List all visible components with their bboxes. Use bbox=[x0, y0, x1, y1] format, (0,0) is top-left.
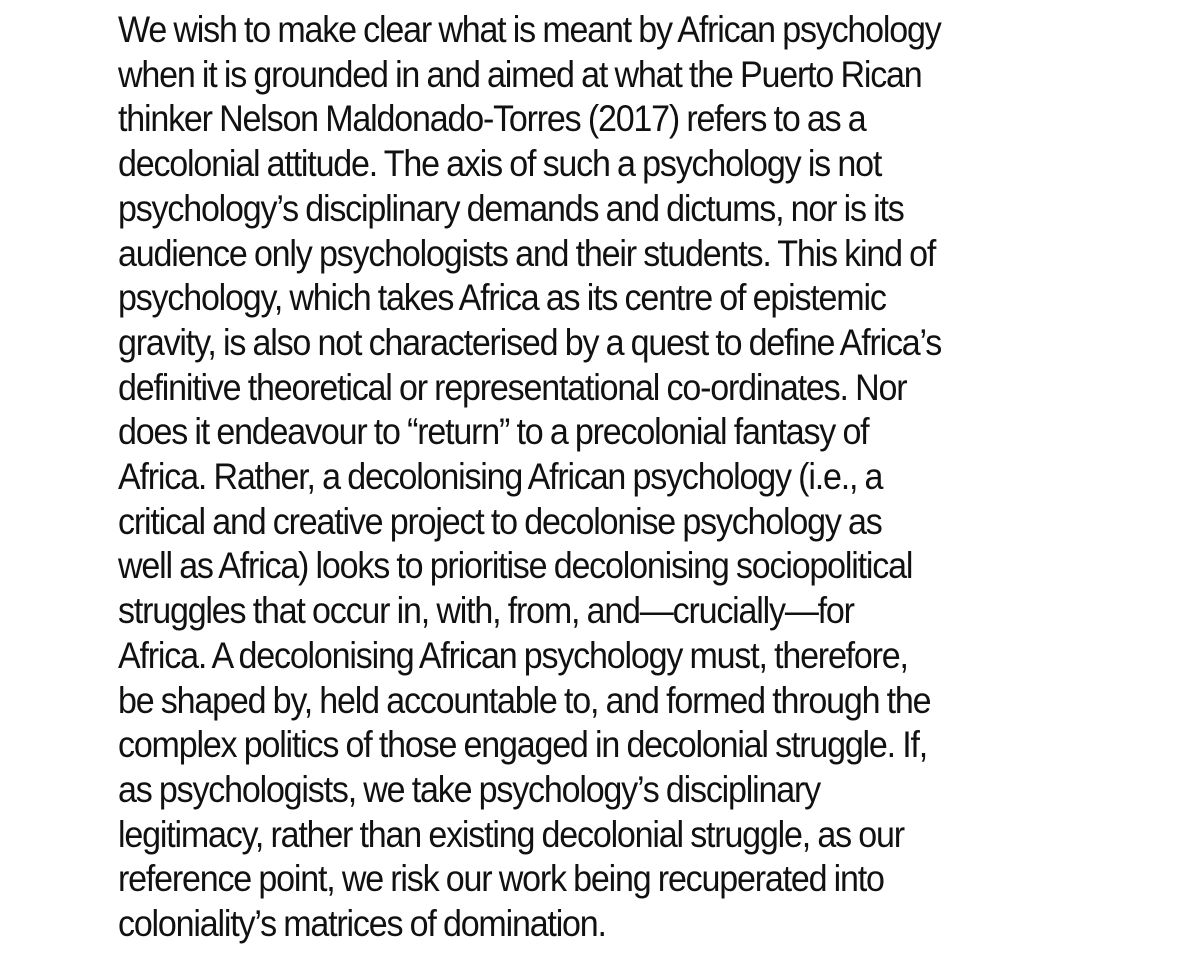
text-line: complex politics of those engaged in decolonial struggle. If, bbox=[118, 724, 928, 766]
document-page bbox=[118, 8, 1118, 947]
text-line: does it endeavour to “return” to a precolonial fantasy of bbox=[118, 411, 869, 453]
text-line: reference point, we risk our work being recuperated into bbox=[118, 858, 884, 900]
text-line: when it is grounded in and aimed at what the Puerto Rican bbox=[118, 53, 922, 95]
text-line: Africa. Rather, a decolonising African psychology (i.e., a bbox=[118, 456, 883, 498]
text-line: coloniality’s matrices of domination. bbox=[118, 903, 606, 945]
text-line: audience only psychologists and their students. This kind of bbox=[118, 232, 936, 274]
text-line: as psychologists, we take psychology’s disciplinary bbox=[118, 768, 820, 810]
text-line: definitive theoretical or representational co-ordinates. Nor bbox=[118, 366, 907, 408]
text-line: struggles that occur in, with, from, and—crucially—for bbox=[118, 590, 854, 632]
text-line: be shaped by, held accountable to, and formed through the bbox=[118, 679, 931, 721]
text-line: well as Africa) looks to prioritise decolonising sociopolitical bbox=[118, 545, 913, 587]
text-line: We wish to make clear what is meant by African psychology bbox=[118, 9, 941, 50]
text-line: decolonial attitude. The axis of such a psychology is not bbox=[118, 143, 882, 185]
text-line: thinker Nelson Maldonado-Torres (2017) refers to as a bbox=[118, 98, 866, 140]
text-line: Africa. A decolonising African psychology must, therefore, bbox=[118, 634, 908, 676]
text-line: psychology’s disciplinary demands and dictums, nor is its bbox=[118, 187, 904, 229]
text-line: legitimacy, rather than existing decolonial struggle, as our bbox=[118, 813, 904, 855]
text-line: psychology, which takes Africa as its centre of epistemic bbox=[118, 277, 886, 319]
text-line: critical and creative project to decolonise psychology as bbox=[118, 500, 882, 542]
body-paragraph bbox=[118, 8, 1118, 947]
text-line: gravity, is also not characterised by a quest to define Africa’s bbox=[118, 321, 942, 363]
